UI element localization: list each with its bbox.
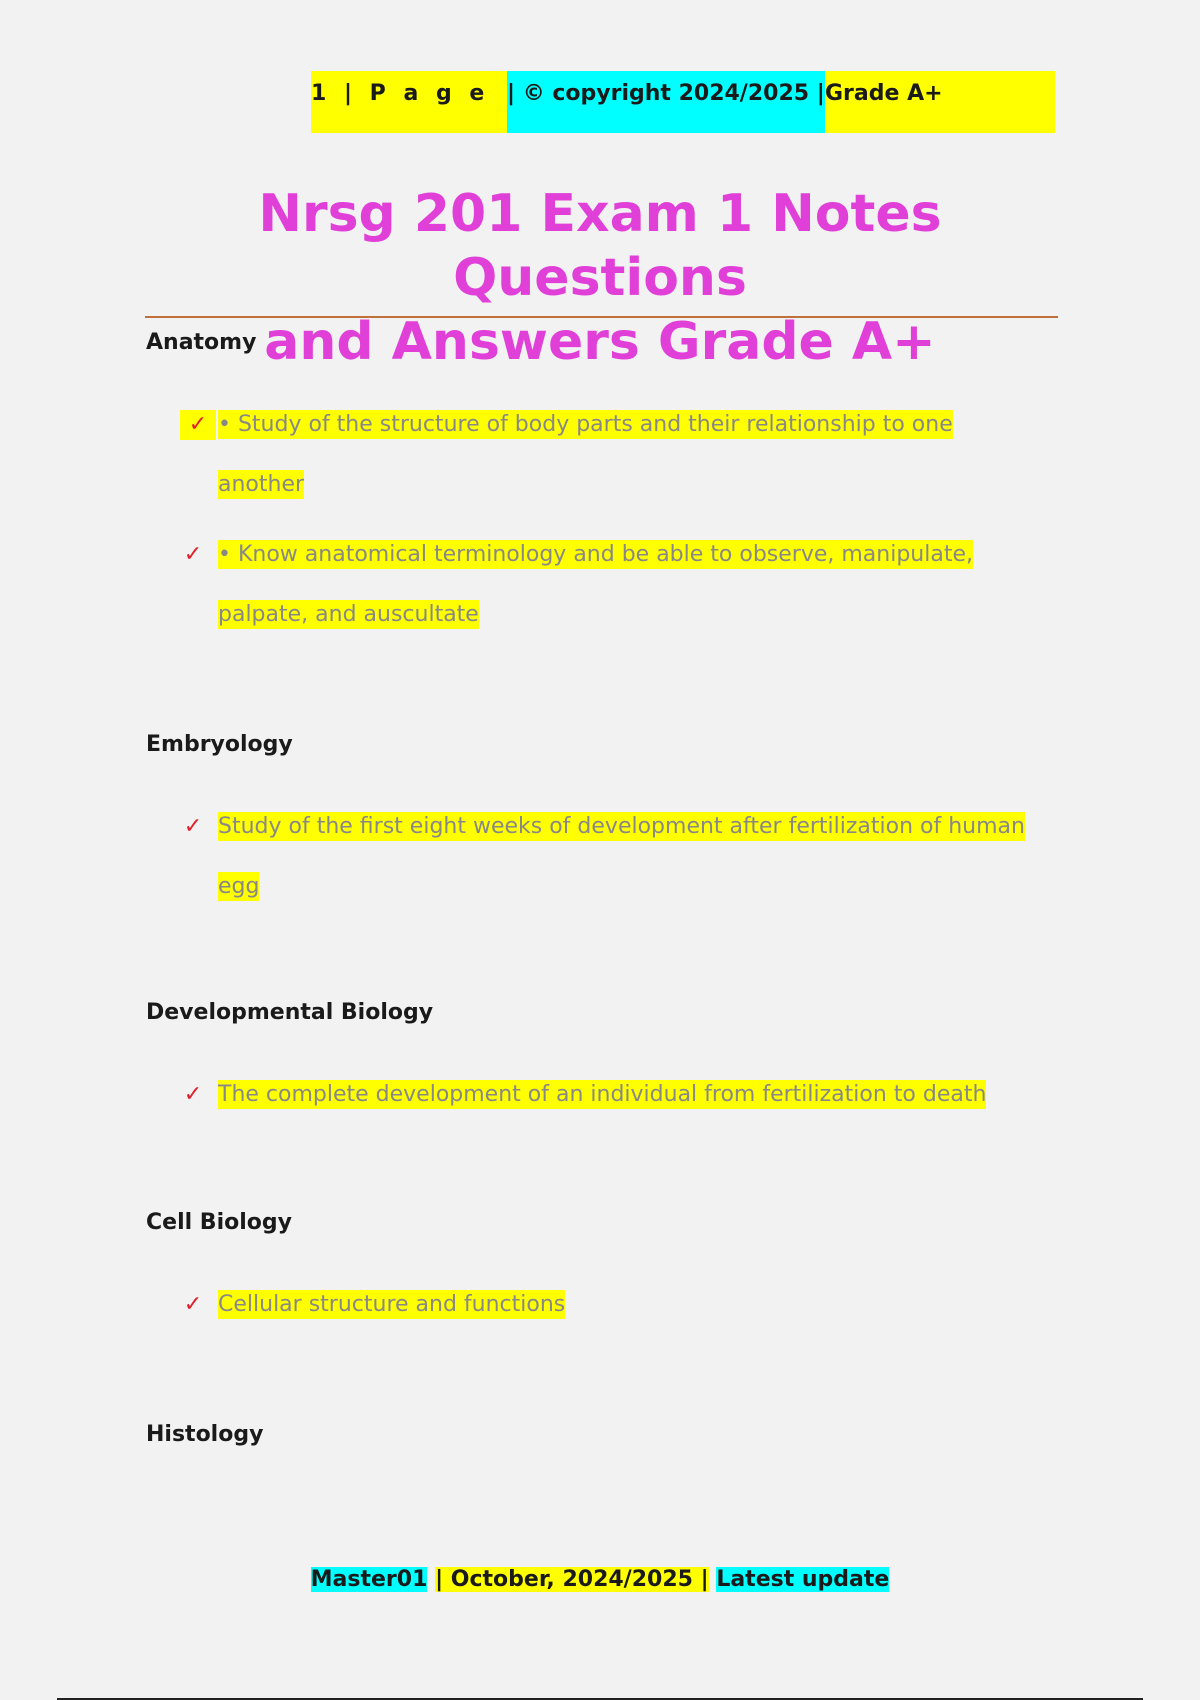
list-item — [146, 395, 1038, 515]
title-line-2: and Answers Grade A+ — [264, 312, 936, 372]
title-divider — [145, 316, 1058, 318]
section-heading: Histology — [146, 1422, 264, 1447]
list-item — [146, 1065, 1118, 1125]
list-item — [146, 797, 1038, 917]
bullet-text: • Study of the structure of body parts and their relationship to one another — [218, 412, 953, 497]
checkmark-icon: ✓ — [183, 542, 203, 567]
section-heading: Anatomy — [146, 330, 257, 355]
bullet-text: The complete development of an individual from fertilization to death — [218, 1082, 987, 1107]
checkmark-icon: ✓ — [180, 410, 216, 440]
copyright-label: | © copyright 2024/2025 | — [507, 71, 825, 133]
section-heading: Developmental Biology — [146, 1000, 434, 1025]
footer-date: | October, 2024/2025 | — [435, 1567, 709, 1592]
bullet-list — [146, 1065, 1066, 1125]
section-cell-biology — [146, 1210, 1066, 1335]
section-histology — [146, 1422, 1066, 1447]
bullet-list — [146, 395, 1066, 645]
page-footer — [0, 1567, 1200, 1592]
grade-label: Grade A+ — [825, 71, 1055, 133]
section-heading: Cell Biology — [146, 1210, 292, 1235]
bullet-text: Study of the first eight weeks of development after fertilization of human egg — [218, 814, 1025, 899]
footer-status: Latest update — [716, 1567, 890, 1592]
checkmark-icon: ✓ — [183, 814, 203, 839]
bullet-list — [146, 797, 1066, 917]
section-developmental-biology — [146, 1000, 1066, 1125]
list-item — [146, 1275, 1038, 1335]
bullet-text: Cellular structure and functions — [218, 1292, 566, 1317]
section-embryology — [146, 732, 1066, 917]
title-line-1: Nrsg 201 Exam 1 Notes Questions — [258, 184, 942, 308]
section-heading: Embryology — [146, 732, 293, 757]
bullet-list — [146, 1275, 1066, 1335]
checkmark-icon: ✓ — [183, 1292, 203, 1317]
footer-author: Master01 — [310, 1567, 428, 1592]
checkmark-icon: ✓ — [183, 1082, 203, 1107]
page-number-label: 1 | P a g e — [311, 71, 507, 133]
bullet-text: • Know anatomical terminology and be able to observe, manipulate, palpate, and auscultate — [218, 542, 973, 627]
section-anatomy — [146, 330, 1066, 645]
list-item — [146, 525, 1038, 645]
page-header — [311, 71, 1055, 133]
